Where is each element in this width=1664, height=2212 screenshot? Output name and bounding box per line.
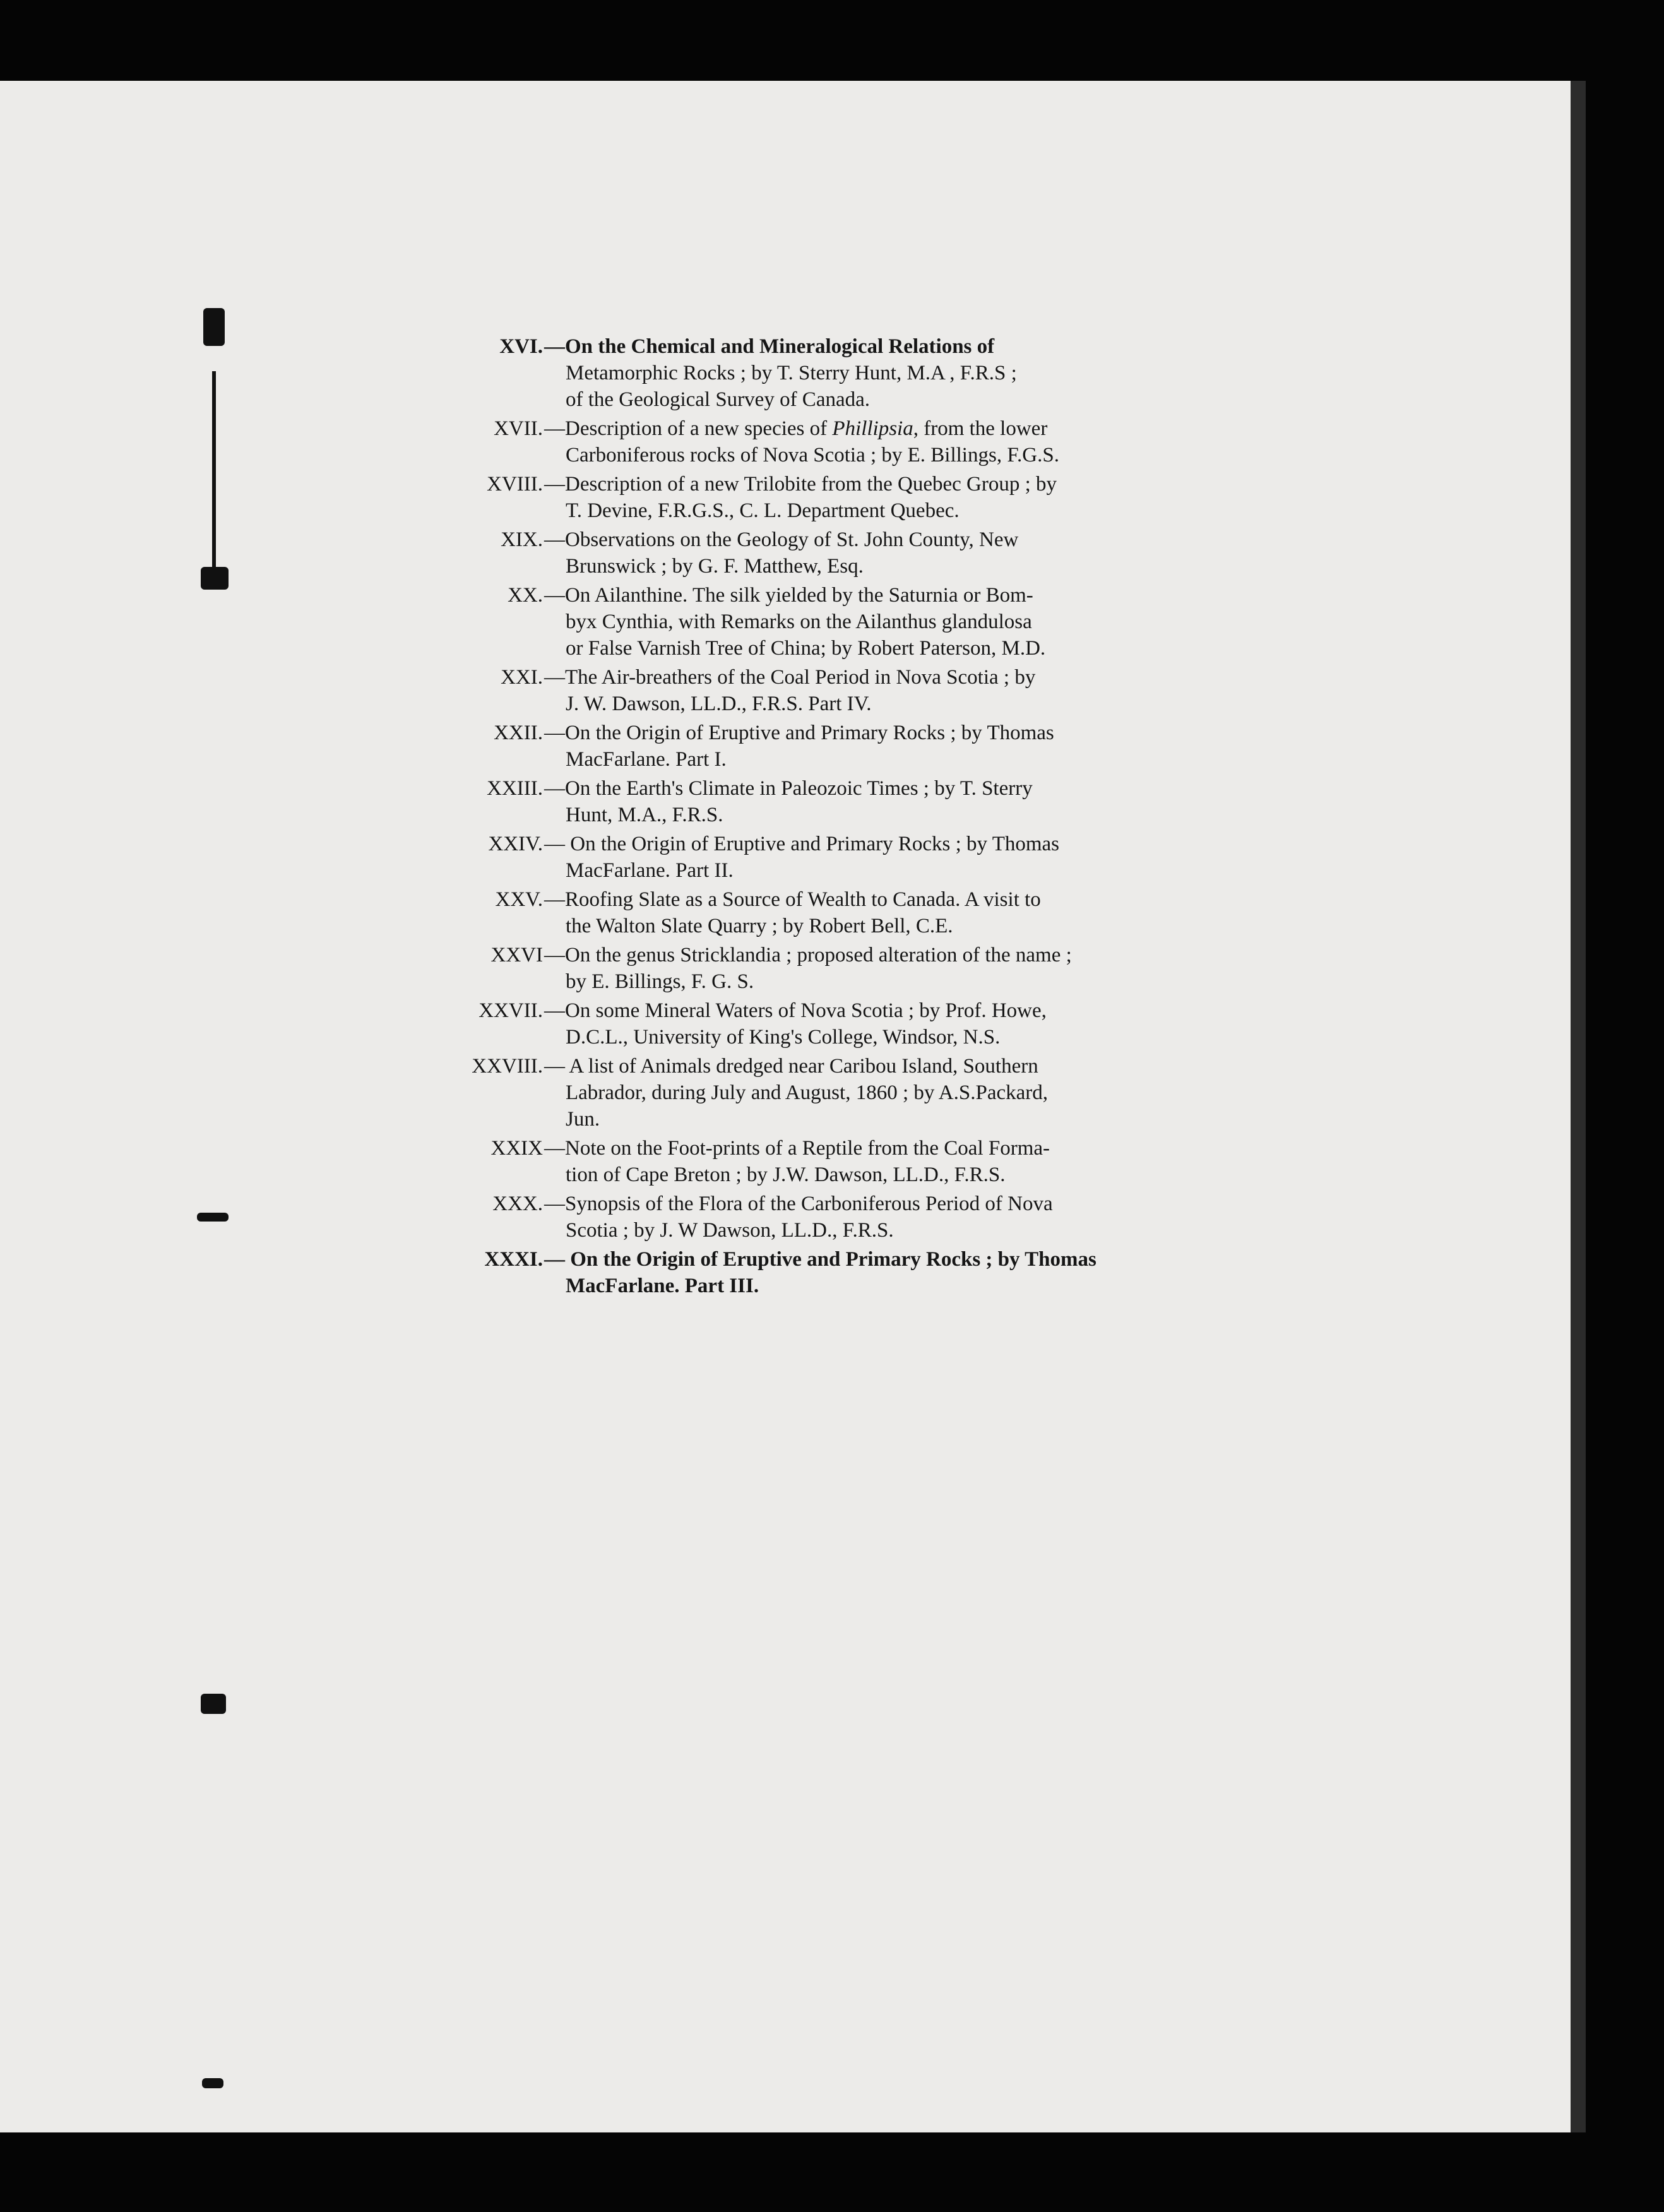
toc-entry-first-line — [417, 775, 1225, 802]
toc-entry-first-line — [417, 886, 1225, 913]
toc-entry-first-line — [417, 942, 1225, 968]
toc-entry — [417, 333, 1225, 413]
toc-entry — [417, 582, 1225, 662]
toc-entry-continuation: of the Geological Survey of Canada. — [566, 388, 871, 411]
toc-entry — [417, 720, 1225, 773]
toc-entry-numeral: XVII. — [494, 417, 543, 440]
toc-entry-first-line — [417, 997, 1225, 1024]
toc-entry-first-line — [417, 664, 1225, 691]
toc-entry — [417, 1246, 1225, 1299]
toc-entry-continuation: Labrador, during July and August, 1860 ; by A.S.Packard, — [566, 1081, 1049, 1104]
toc-entry-continuation: Jun. — [566, 1108, 600, 1131]
binding-stitch — [212, 371, 216, 573]
toc-entry-numeral: XX. — [508, 584, 543, 607]
toc-entry-numeral: XIX. — [501, 528, 543, 551]
toc-entry-numeral: XVIII. — [487, 473, 543, 496]
toc-entry-first-line — [417, 582, 1225, 609]
toc-entry — [417, 1191, 1225, 1244]
toc-entry-numeral: XXI. — [501, 666, 543, 689]
toc-entry — [417, 415, 1225, 468]
toc-entry-first-line — [417, 1135, 1225, 1162]
toc-entry-continuation: MacFarlane. Part I. — [566, 748, 727, 771]
toc-entry-continuation: MacFarlane. Part II. — [566, 859, 734, 882]
binding-mark — [202, 2078, 223, 2088]
toc-entry-continuation: tion of Cape Breton ; by J.W. Dawson, LL.D., F.R.S. — [566, 1163, 1006, 1186]
toc-entry-text: — On the Origin of Eruptive and Primary Rocks ; by Thomas — [544, 833, 1060, 855]
toc-entry — [417, 886, 1225, 939]
toc-entry-text: —Synopsis of the Flora of the Carboniferous Period of Nova — [544, 1192, 1053, 1215]
toc-entry — [417, 997, 1225, 1050]
toc-entry-text: —Description of a new Trilobite from the Quebec Group ; by — [544, 473, 1057, 496]
toc-entry-text: —On Ailanthine. The silk yielded by the Saturnia or Bom- — [544, 584, 1033, 607]
binding-mark — [201, 1694, 226, 1714]
toc-entry — [417, 526, 1225, 580]
toc-entry-continuation: Carboniferous rocks of Nova Scotia ; by E. Billings, F.G.S. — [566, 444, 1059, 467]
toc-entry-continuation: byx Cynthia, with Remarks on the Ailanthus glandulosa — [566, 610, 1032, 633]
toc-entry — [417, 775, 1225, 828]
page-edge — [1571, 81, 1586, 2132]
toc-entry — [417, 831, 1225, 884]
toc-entry-text: —On the Origin of Eruptive and Primary Rocks ; by Thomas — [544, 722, 1054, 744]
toc-entry-numeral: XXVII. — [478, 999, 543, 1022]
toc-entry-numeral: XXX. — [492, 1192, 543, 1215]
toc-entry-numeral: XVI. — [499, 335, 543, 358]
toc-entry-continuation: Brunswick ; by G. F. Matthew, Esq. — [566, 555, 864, 578]
toc-entry-first-line — [417, 415, 1225, 442]
toc-entry-continuation: by E. Billings, F. G. S. — [566, 970, 754, 993]
toc-entry-numeral: XXVIII. — [472, 1055, 543, 1078]
toc-entry-continuation: D.C.L., University of King's College, Windsor, N.S. — [566, 1026, 1001, 1049]
toc-entry-text: —On the Chemical and Mineralogical Relations of — [544, 335, 995, 358]
toc-entry-text: —Observations on the Geology of St. John County, New — [544, 528, 1019, 551]
toc-entry-continuation: Metamorphic Rocks ; by T. Sterry Hunt, M.A , F.R.S ; — [566, 362, 1017, 384]
toc-entry-text: — A list of Animals dredged near Caribou Island, Southern — [544, 1055, 1038, 1078]
toc-entry-numeral: XXIII. — [487, 777, 543, 800]
binding-mark-bottom — [201, 567, 229, 590]
toc-entry-numeral: XXV. — [495, 888, 543, 911]
document-page — [0, 81, 1571, 2132]
toc-entry-first-line — [417, 720, 1225, 746]
binding-mark — [197, 1213, 229, 1222]
toc-entry-text: —On some Mineral Waters of Nova Scotia ; by Prof. Howe, — [544, 999, 1047, 1022]
toc-entry-text: —The Air-breathers of the Coal Period in Nova Scotia ; by — [544, 666, 1036, 689]
toc-entry-continuation: J. W. Dawson, LL.D., F.R.S. Part IV. — [566, 693, 872, 715]
toc-entry — [417, 471, 1225, 524]
table-of-contents — [417, 333, 1225, 1302]
toc-entry-numeral: XXXI. — [484, 1248, 543, 1271]
toc-entry-continuation: T. Devine, F.R.G.S., C. L. Department Quebec. — [566, 499, 960, 522]
toc-entry — [417, 1053, 1225, 1133]
toc-entry-continuation: Hunt, M.A., F.R.S. — [566, 804, 723, 826]
toc-entry — [417, 942, 1225, 995]
toc-entry-continuation: the Walton Slate Quarry ; by Robert Bell, C.E. — [566, 915, 953, 937]
toc-entry-numeral: XXIV. — [488, 833, 543, 855]
toc-entry-first-line — [417, 471, 1225, 497]
toc-entry-first-line — [417, 526, 1225, 553]
toc-entry-text: —On the Earth's Climate in Paleozoic Times ; by T. Sterry — [544, 777, 1033, 800]
toc-entry-text: —On the genus Stricklandia ; proposed alteration of the name ; — [544, 944, 1072, 966]
toc-entry — [417, 664, 1225, 717]
toc-entry-first-line — [417, 1246, 1225, 1273]
toc-entry-numeral: XXIX — [490, 1137, 543, 1160]
toc-entry-continuation: MacFarlane. Part III. — [566, 1275, 759, 1297]
toc-entry-continuation: Scotia ; by J. W Dawson, LL.D., F.R.S. — [566, 1219, 894, 1242]
toc-entry — [417, 1135, 1225, 1188]
toc-entry-continuation: or False Varnish Tree of China; by Robert Paterson, M.D. — [566, 637, 1046, 660]
toc-entry-numeral: XXVI — [490, 944, 543, 966]
toc-entry-text: —Description of a new species of Phillipsia, from the lower — [544, 417, 1048, 440]
toc-entry-first-line — [417, 333, 1225, 360]
toc-entry-text: — On the Origin of Eruptive and Primary Rocks ; by Thomas — [544, 1248, 1096, 1271]
binding-mark-top — [203, 308, 225, 346]
toc-entry-first-line — [417, 1053, 1225, 1079]
toc-entry-text: —Roofing Slate as a Source of Wealth to Canada. A visit to — [544, 888, 1041, 911]
toc-entry-text: —Note on the Foot-prints of a Reptile from the Coal Forma- — [544, 1137, 1050, 1160]
toc-entry-numeral: XXII. — [494, 722, 543, 744]
toc-entry-first-line — [417, 831, 1225, 857]
toc-entry-first-line — [417, 1191, 1225, 1217]
